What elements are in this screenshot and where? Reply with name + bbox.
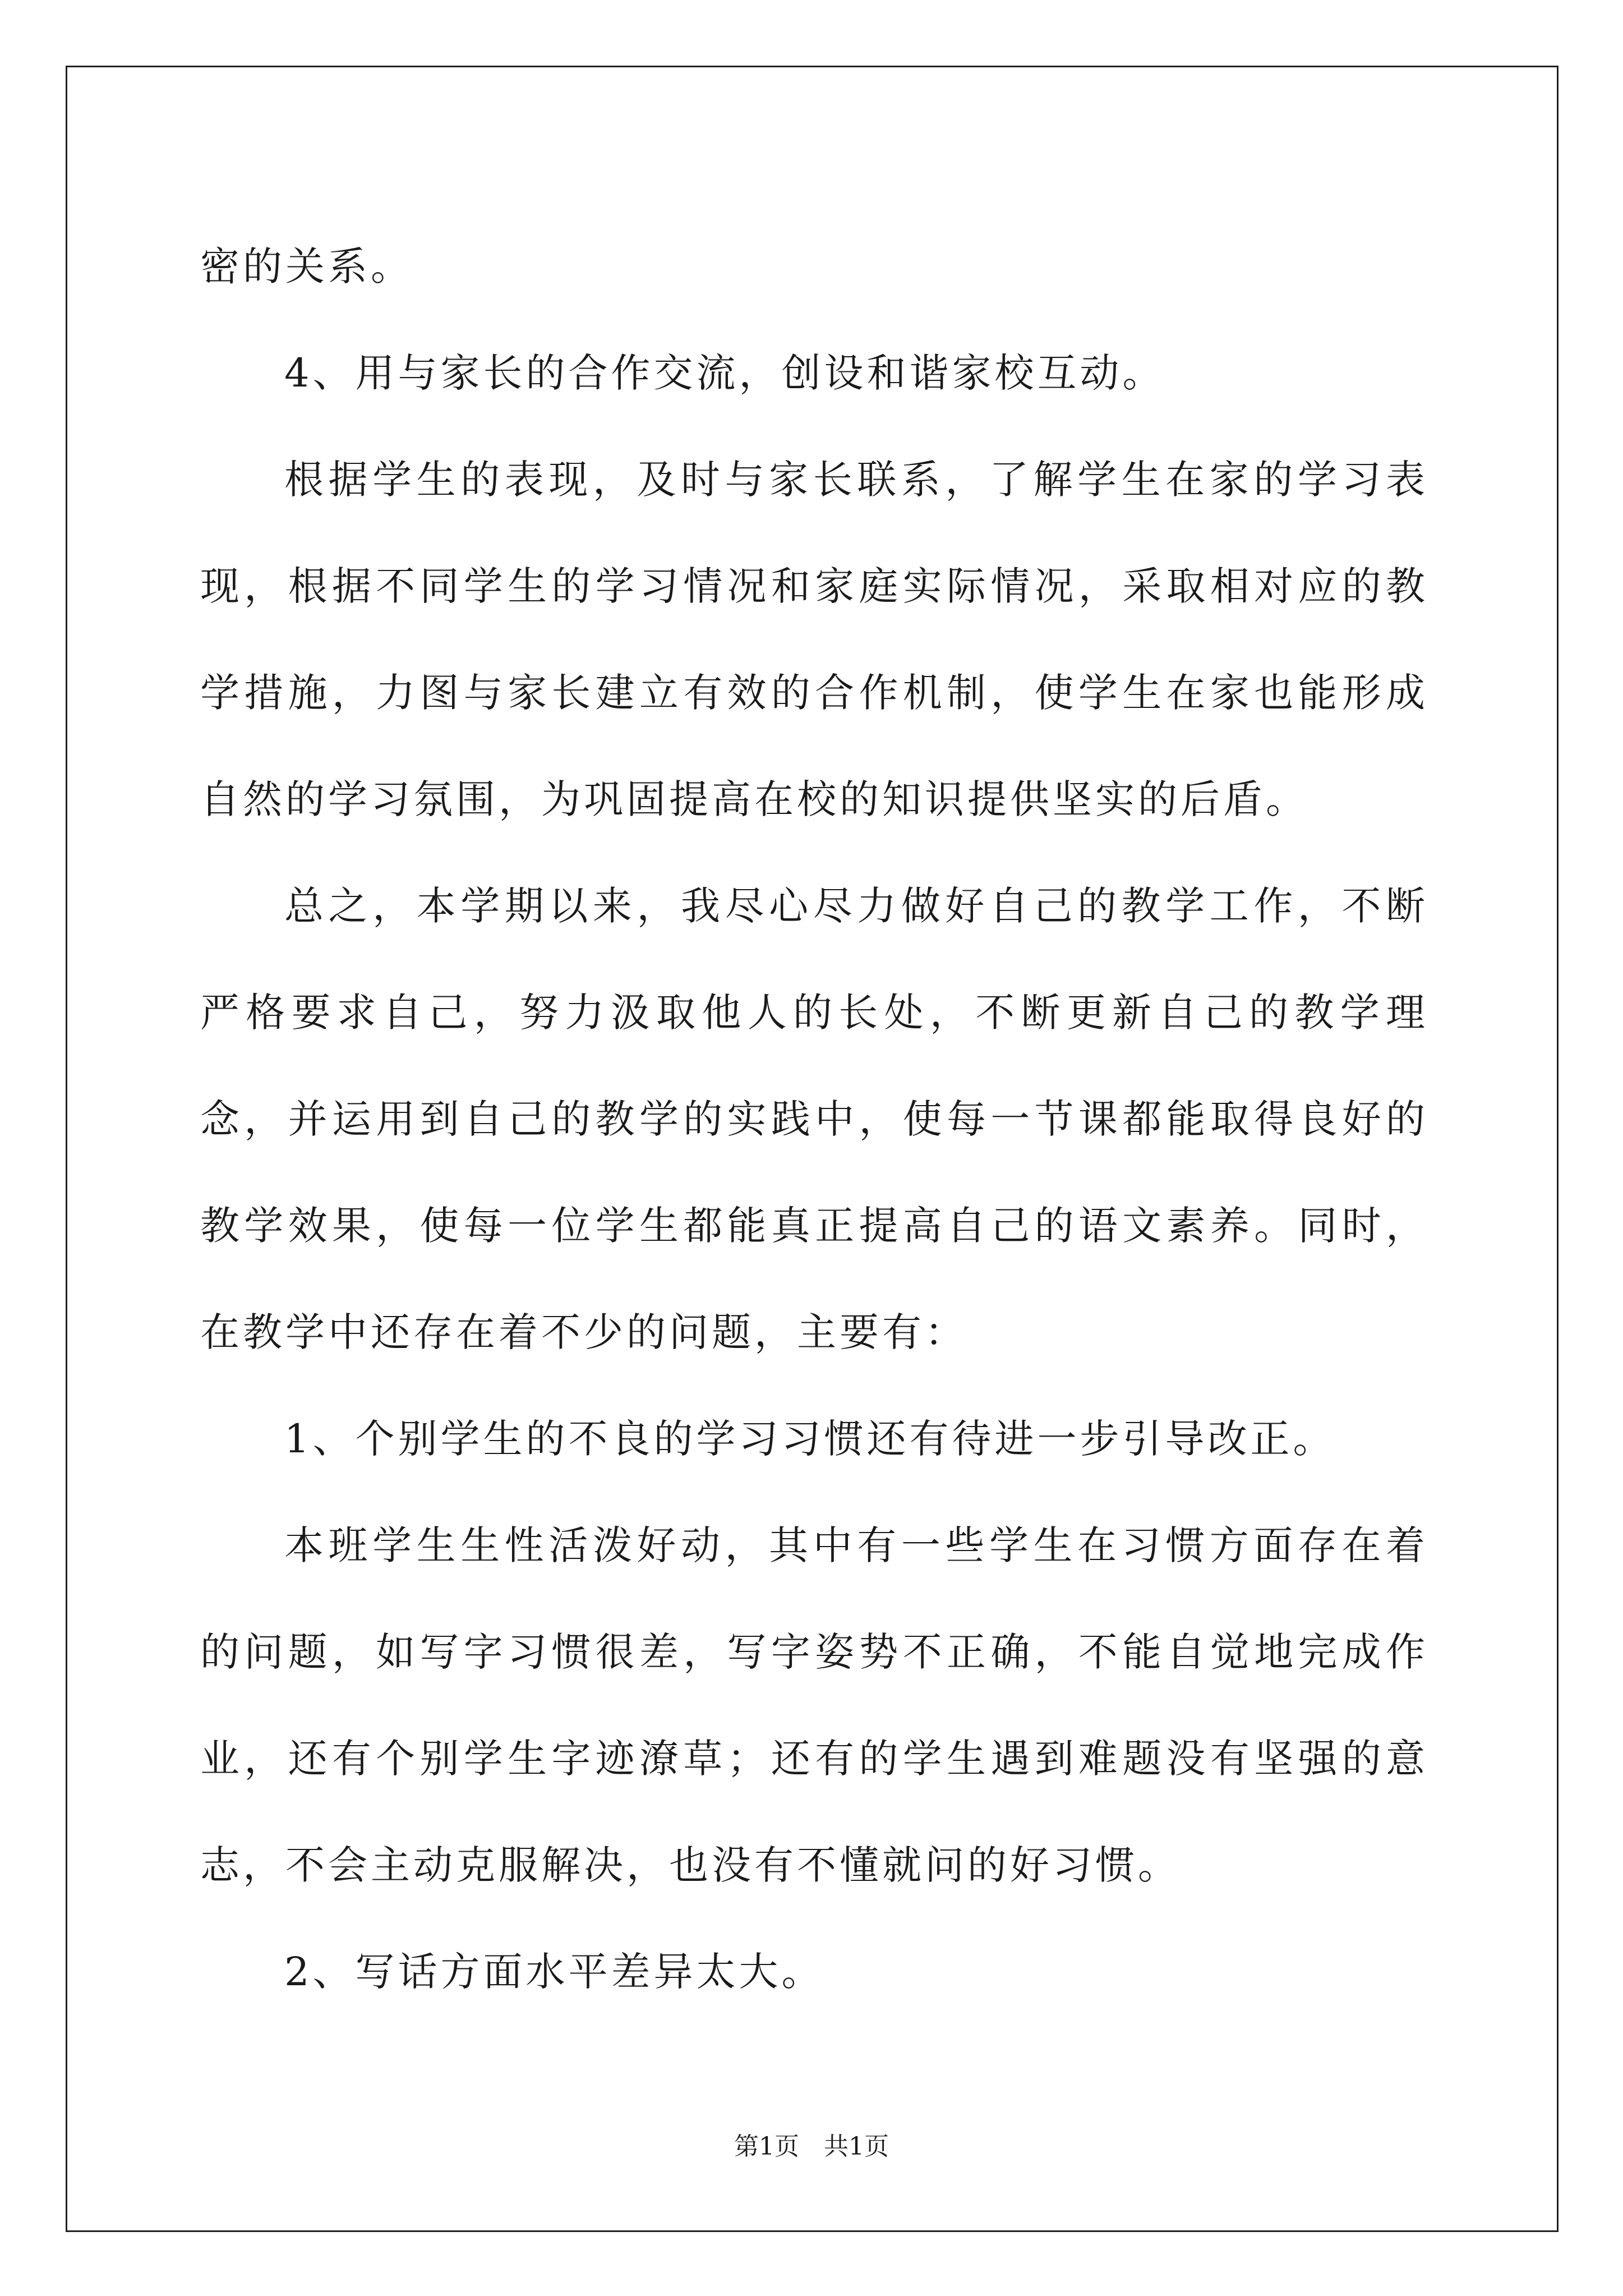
paragraph-2: 4、用与家长的合作交流，创设和谐家校互动。	[284, 350, 1165, 396]
document-body	[200, 213, 1428, 2025]
page-footer: 第1页 共1页	[734, 2132, 889, 2161]
paragraph-3: 根据学生的表现，及时与家长联系，了解学生在家的学习表现，根据不同学生的学习情况和家庭实际情况，采取相对应的教学措施，力图与家长建立有效的合作机制，使学生在家也能形成自然的学习氛围，为巩固提高在校的知识提供坚实的后盾。	[200, 457, 1428, 822]
paragraph-5: 1、个别学生的不良的学习习惯还有待进一步引导改正。	[284, 1416, 1336, 1462]
paragraph-1: 密的关系。	[200, 243, 413, 289]
paragraph-7: 2、写话方面水平差异太大。	[284, 1949, 824, 1995]
paragraph-6: 本班学生生性活泼好动，其中有一些学生在习惯方面存在着的问题，如写字习惯很差，写字姿势不正确，不能自觉地完成作业，还有个别学生字迹潦草；还有的学生遇到难题没有坚强的意志，不会主动克服解决，也没有不懂就问的好习惯。	[200, 1522, 1428, 1888]
paragraph-4: 总之，本学期以来，我尽心尽力做好自己的教学工作，不断严格要求自己，努力汲取他人的长处，不断更新自己的教学理念，并运用到自己的教学的实践中，使每一节课都能取得良好的教学效果，使每一位学生都能真正提高自己的语文素养。同时，在教学中还存在着不少的问题，主要有：	[200, 883, 1428, 1355]
